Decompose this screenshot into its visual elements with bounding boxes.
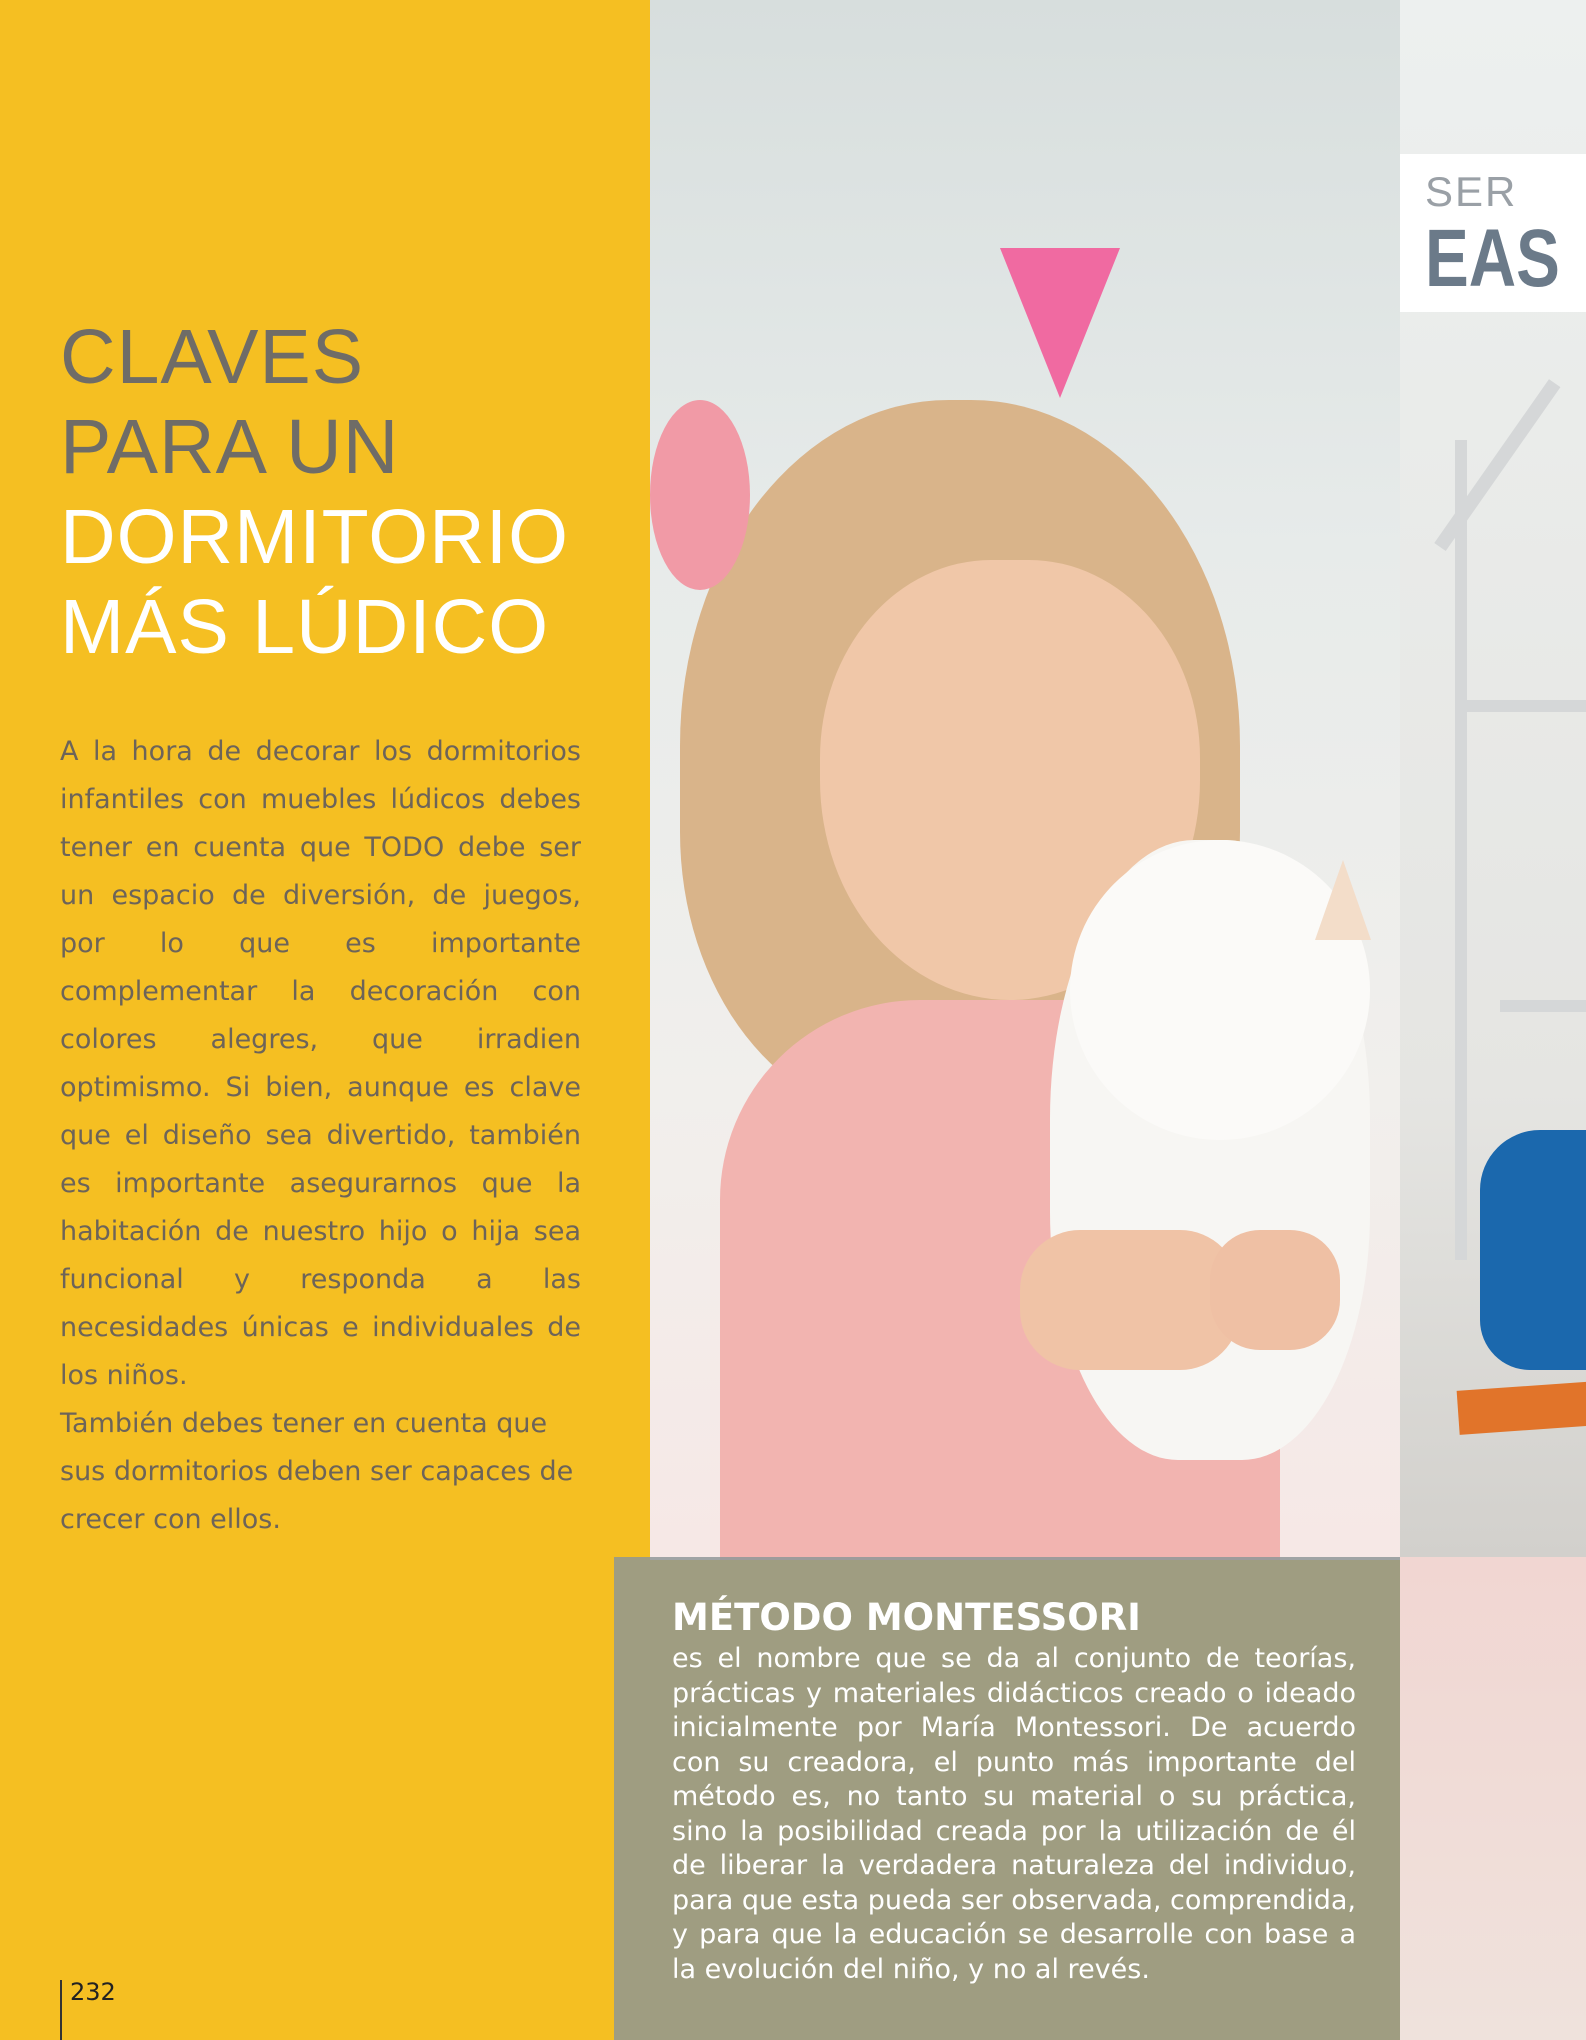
hero-photo xyxy=(650,0,1586,1560)
body-paragraph-1: A la hora de decorar los dormitorios infantiles con muebles lúdicos debes tener en cuenta que TODO debe ser un espacio de diversión, de juegos, por lo que es importante complementar la decoración con colores alegres, que irradien optimismo. Si bien, aunque es clave que el diseño sea divertido, también es importante asegurarnos que la habitación de nuestro hijo o hija sea funcional y responda a las necesidades únicas e individuales de los niños. xyxy=(60,736,581,1391)
house-bed-rail xyxy=(1500,1000,1586,1012)
girl-hand xyxy=(1210,1230,1340,1350)
brand-box xyxy=(1400,154,1586,312)
pink-bunting-flag xyxy=(1000,248,1120,398)
montessori-text: es el nombre que se da al conjunto de teorías, prácticas y materiales didácticos creado o ideado inicialmente por María Montessori. De acuerdo con su creadora, el punto más importante del método es, no tanto su material o su práctica, sino la posibilidad creada por la utilización de él de liberar la verdadera naturaleza del individuo, para que esta pueda ser observada, comprendida, y para que la educación se desarrolle con base a la evolución del niño, y no al revés. xyxy=(672,1643,1356,1985)
brand-subtitle: SER xyxy=(1425,168,1518,215)
page-number: 232 xyxy=(70,1978,116,2006)
page-number-divider xyxy=(60,1980,62,2040)
title-line-3: DORMITORIO xyxy=(60,494,570,580)
hair-flower xyxy=(650,400,750,590)
house-bed-rail xyxy=(1455,700,1586,712)
page-title xyxy=(60,312,569,672)
backpack xyxy=(1480,1130,1586,1370)
brand-name: EAS xyxy=(1425,213,1560,304)
unicorn-horn xyxy=(1315,860,1371,940)
title-line-2: PARA UN xyxy=(60,404,400,490)
photo-bottom-right xyxy=(1400,1557,1586,2040)
title-line-1: CLAVES xyxy=(60,314,365,400)
body-paragraph-2: También debes tener en cuenta que sus dormitorios deben ser capaces de crecer con ellos. xyxy=(60,1408,574,1535)
title-line-4: MÁS LÚDICO xyxy=(60,584,550,670)
montessori-title: MÉTODO MONTESSORI xyxy=(672,1596,1141,1639)
book xyxy=(1457,1381,1586,1435)
girl-hand xyxy=(1020,1230,1240,1370)
